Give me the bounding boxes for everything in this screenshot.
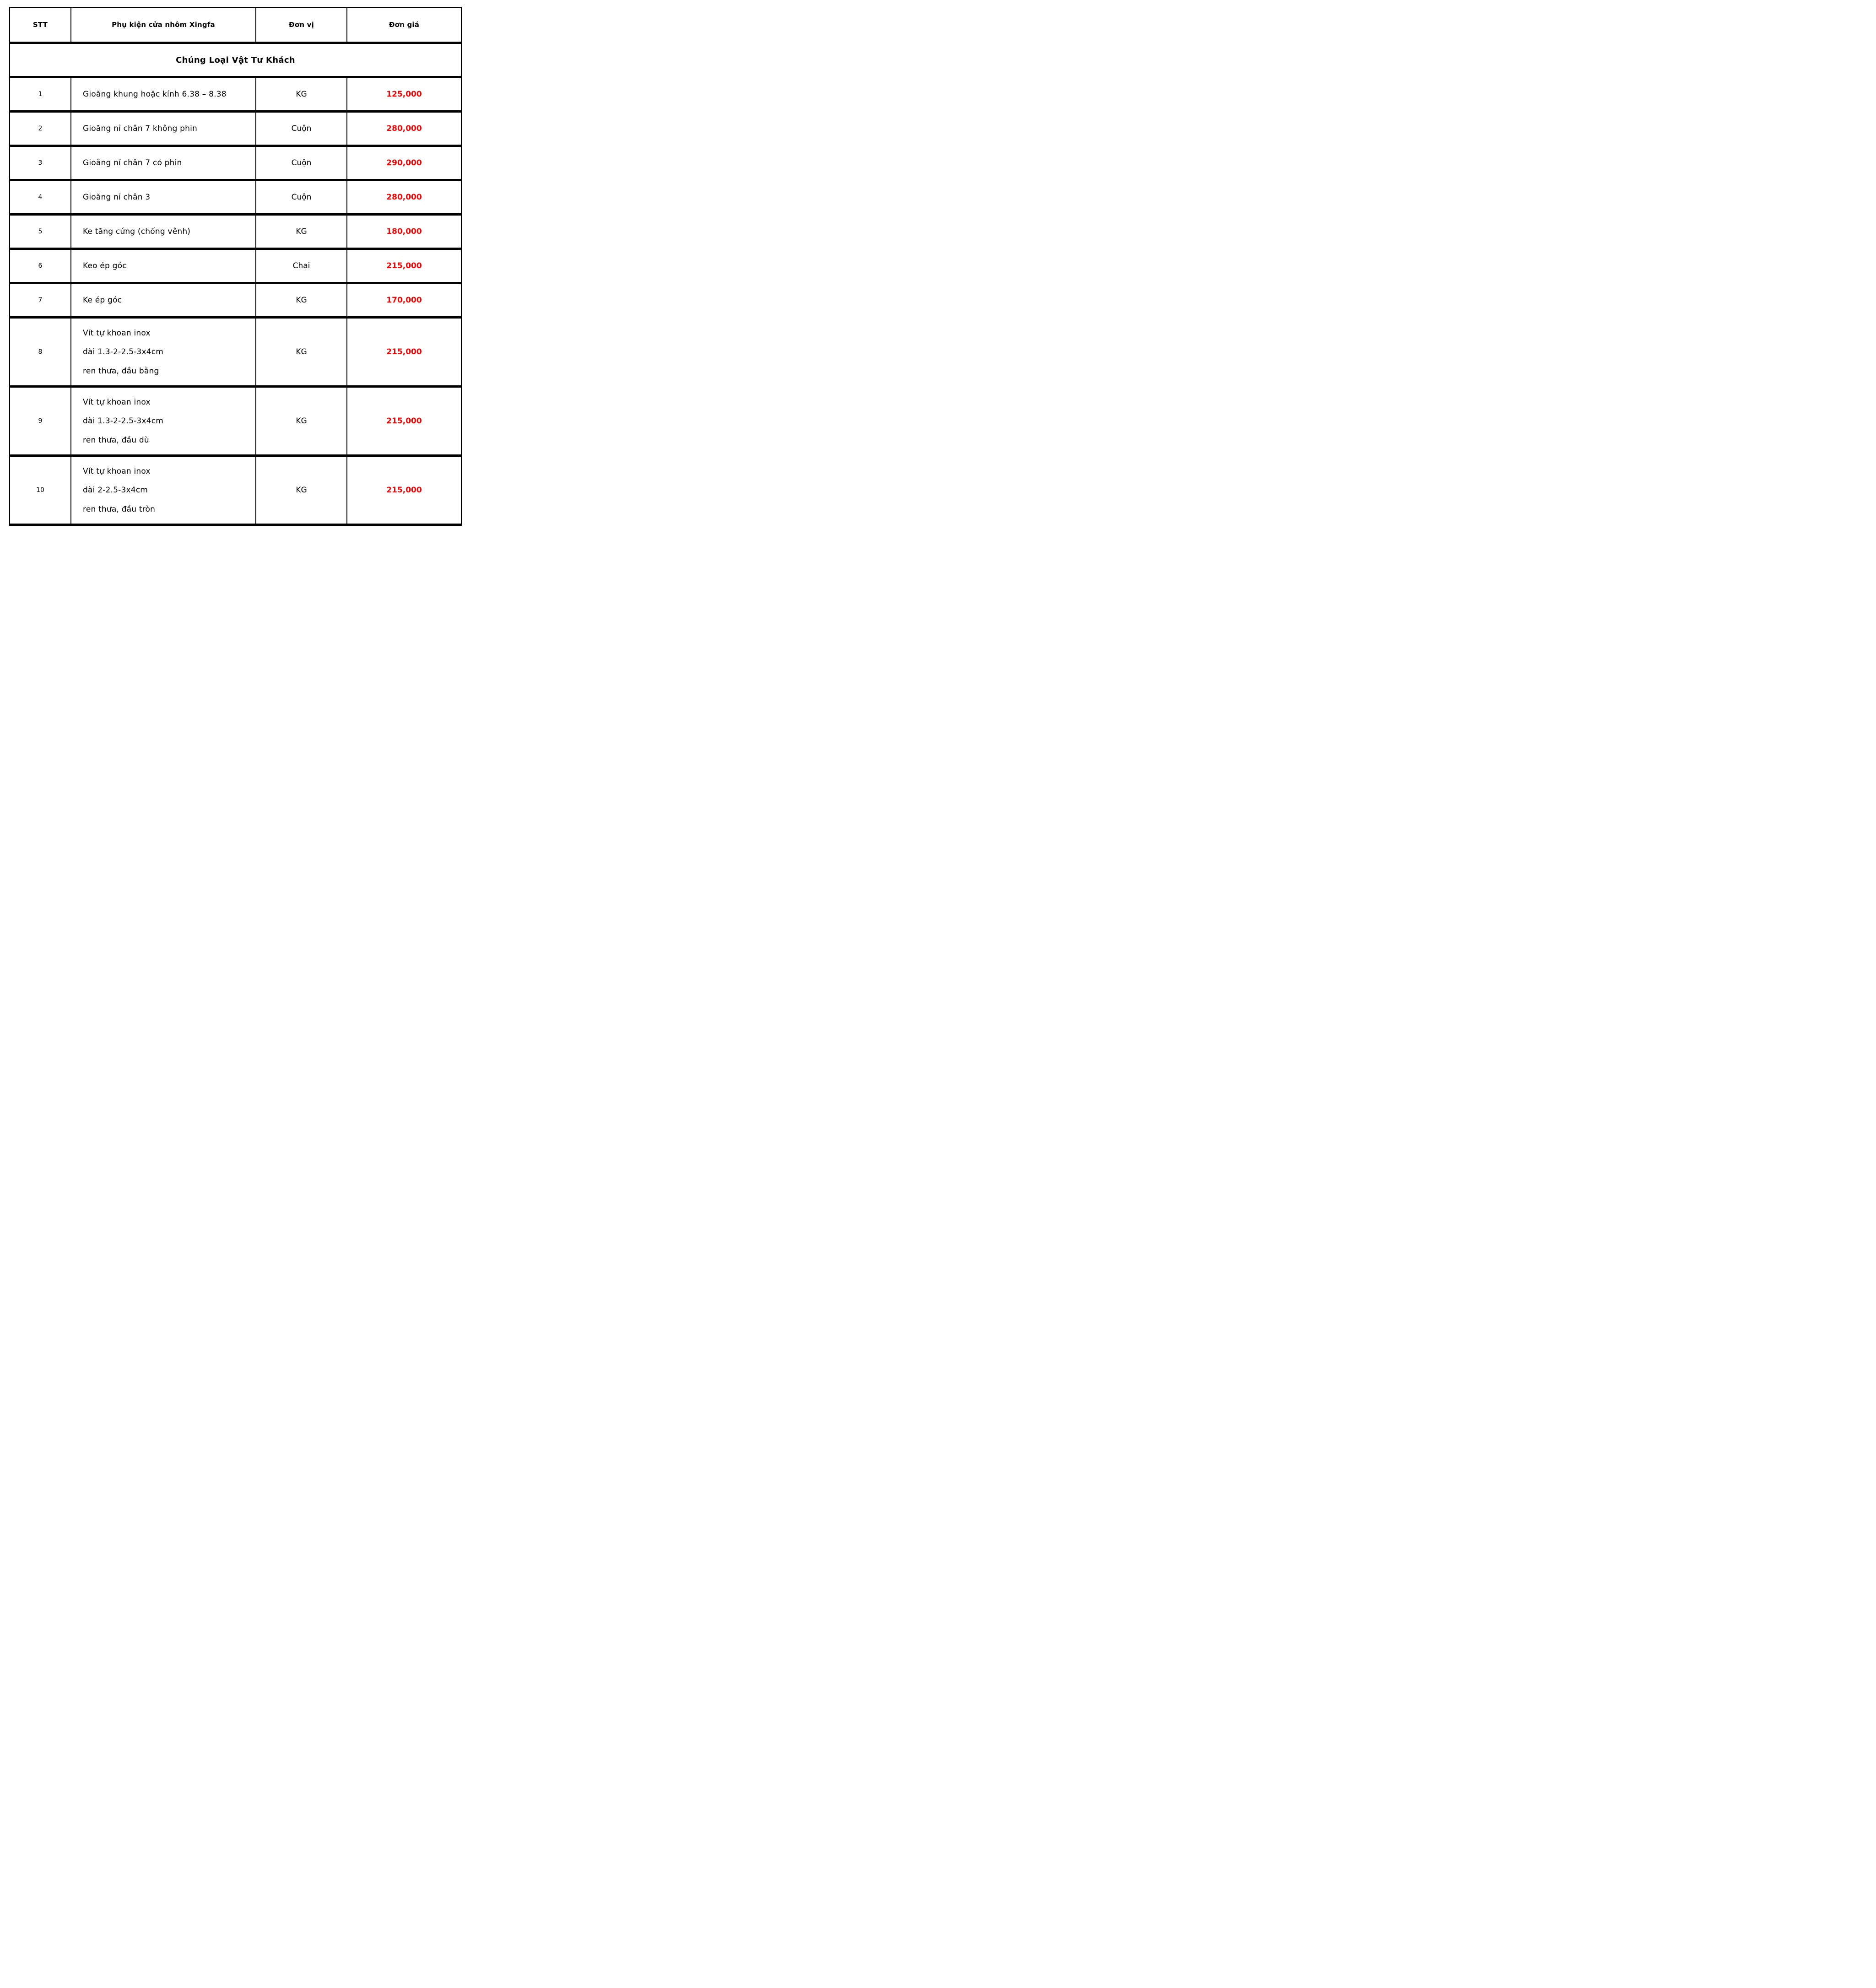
item-name-line: dài 1.3-2-2.5-3x4cm xyxy=(83,347,164,357)
table-header-row xyxy=(10,8,461,44)
item-row xyxy=(10,284,461,319)
stt-cell: 7 xyxy=(10,284,71,316)
item-row xyxy=(10,78,461,113)
price-cell: 280,000 xyxy=(347,113,461,145)
item-name-line: Gioăng nỉ chân 7 không phin xyxy=(83,124,197,133)
item-name-cell xyxy=(71,78,256,110)
section-title: Chủng Loại Vật Tư Khách xyxy=(10,44,461,76)
item-row xyxy=(10,457,461,526)
item-name-line: Gioăng nỉ chân 3 xyxy=(83,193,151,202)
item-name-cell xyxy=(71,319,256,385)
item-row xyxy=(10,250,461,284)
unit-cell: Chai xyxy=(256,250,347,282)
item-name-cell xyxy=(71,216,256,248)
item-name-cell xyxy=(71,284,256,316)
item-name-line: Vít tự khoan inox xyxy=(83,466,151,476)
stt-cell: 6 xyxy=(10,250,71,282)
stt-cell: 8 xyxy=(10,319,71,385)
unit-cell: KG xyxy=(256,457,347,524)
item-row xyxy=(10,113,461,147)
unit-cell: KG xyxy=(256,284,347,316)
price-table xyxy=(9,7,462,526)
stt-cell: 10 xyxy=(10,457,71,524)
item-name-cell xyxy=(71,181,256,213)
unit-cell: Cuộn xyxy=(256,181,347,213)
stt-cell: 1 xyxy=(10,78,71,110)
stt-cell: 9 xyxy=(10,388,71,454)
stt-cell: 5 xyxy=(10,216,71,248)
price-cell: 170,000 xyxy=(347,284,461,316)
item-name-line: ren thưa, đầu bằng xyxy=(83,366,159,376)
item-name-line: Vít tự khoan inox xyxy=(83,328,151,338)
unit-cell: KG xyxy=(256,78,347,110)
unit-cell: KG xyxy=(256,216,347,248)
header-stt: STT xyxy=(10,8,71,42)
price-cell: 280,000 xyxy=(347,181,461,213)
item-name-cell xyxy=(71,388,256,454)
item-row xyxy=(10,388,461,457)
price-cell: 215,000 xyxy=(347,250,461,282)
item-row xyxy=(10,181,461,216)
item-name-cell xyxy=(71,113,256,145)
unit-cell: KG xyxy=(256,388,347,454)
stt-cell: 4 xyxy=(10,181,71,213)
price-cell: 215,000 xyxy=(347,319,461,385)
item-name-line: Gioăng khung hoặc kính 6.38 – 8.38 xyxy=(83,90,227,99)
item-name-line: Gioăng nỉ chân 7 có phin xyxy=(83,158,182,167)
item-name-line: Vít tự khoan inox xyxy=(83,397,151,407)
stt-cell: 3 xyxy=(10,147,71,179)
item-name-cell xyxy=(71,457,256,524)
item-row xyxy=(10,147,461,181)
unit-cell: Cuộn xyxy=(256,113,347,145)
item-name-line: ren thưa, đầu dù xyxy=(83,435,149,445)
item-name-line: Keo ép góc xyxy=(83,261,127,270)
price-cell: 290,000 xyxy=(347,147,461,179)
item-row xyxy=(10,319,461,388)
item-name-cell xyxy=(71,250,256,282)
price-list-page xyxy=(0,0,469,529)
price-cell: 125,000 xyxy=(347,78,461,110)
price-cell: 180,000 xyxy=(347,216,461,248)
header-unit: Đơn vị xyxy=(256,8,347,42)
item-name-line: dài 1.3-2-2.5-3x4cm xyxy=(83,416,164,426)
header-product: Phụ kiện cửa nhôm Xingfa xyxy=(71,8,256,42)
stt-cell: 2 xyxy=(10,113,71,145)
table-body xyxy=(10,78,461,526)
item-row xyxy=(10,216,461,250)
item-name-line: Ke tăng cứng (chống vênh) xyxy=(83,227,191,236)
price-cell: 215,000 xyxy=(347,457,461,524)
unit-cell: KG xyxy=(256,319,347,385)
item-name-line: ren thưa, đầu tròn xyxy=(83,504,156,514)
header-price: Đơn giá xyxy=(347,8,461,42)
item-name-cell xyxy=(71,147,256,179)
unit-cell: Cuộn xyxy=(256,147,347,179)
item-name-line: Ke ép góc xyxy=(83,296,122,305)
price-cell: 215,000 xyxy=(347,388,461,454)
item-name-line: dài 2-2.5-3x4cm xyxy=(83,486,148,495)
section-row xyxy=(10,44,461,78)
